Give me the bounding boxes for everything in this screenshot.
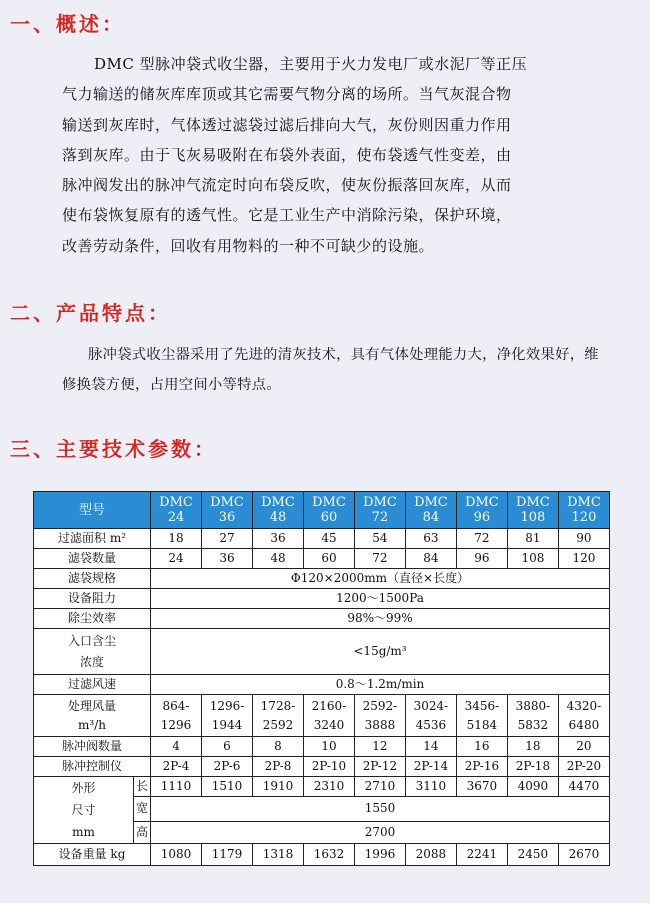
table-row <box>34 844 610 866</box>
range-high: 2592 <box>262 717 294 732</box>
table-row <box>34 609 610 629</box>
table-cell: 2241 <box>456 844 507 866</box>
table-cell: 2P-16 <box>456 757 507 777</box>
table-cell: 90 <box>558 529 609 549</box>
features-line: 修换袋方便，占用空间小等特点。 <box>62 377 281 394</box>
table-cell: 1996 <box>354 844 405 866</box>
model-size: 60 <box>320 510 338 525</box>
table-cell: 2P-10 <box>303 757 354 777</box>
table-cell: 27 <box>202 529 253 549</box>
bag-count-label: 滤袋数量 <box>34 549 151 569</box>
overview-line: 输送到灰库时，气体透过滤袋过滤后排向大气，灰份则因重力作用 <box>62 115 512 134</box>
range-high: 6480 <box>568 717 600 732</box>
table-row <box>34 675 610 695</box>
table-cell: 6 <box>202 737 253 757</box>
table-header-row <box>34 492 610 529</box>
table-cell: 4090 <box>507 777 558 797</box>
model-header <box>558 492 609 529</box>
table-cell: 1080 <box>151 844 202 866</box>
table-cell: 2450 <box>507 844 558 866</box>
inlet-dust-label-b: 浓度 <box>80 654 105 669</box>
table-cell: 36 <box>202 549 253 569</box>
height-value: 2700 <box>151 821 610 843</box>
bag-spec-value: Φ120×2000mm（直径×长度） <box>151 569 610 589</box>
model-prefix: DMC <box>261 495 295 510</box>
table-row <box>34 737 610 757</box>
table-cell <box>354 695 405 737</box>
range-low: 3024- <box>413 698 449 713</box>
table-cell: 96 <box>456 549 507 569</box>
dimensions-label <box>34 777 134 844</box>
table-cell: 3110 <box>405 777 456 797</box>
table-cell <box>507 695 558 737</box>
range-low: 3880- <box>515 698 551 713</box>
table-cell <box>303 695 354 737</box>
model-header <box>202 492 253 529</box>
table-cell: 1510 <box>202 777 253 797</box>
table-cell: 2670 <box>558 844 609 866</box>
parameter-table <box>33 491 610 866</box>
model-header <box>151 492 202 529</box>
table-cell: 10 <box>303 737 354 757</box>
model-prefix: DMC <box>159 495 193 510</box>
features-paragraph <box>62 340 599 401</box>
table-cell: 12 <box>354 737 405 757</box>
model-size: 108 <box>520 510 546 525</box>
table-cell: 3670 <box>456 777 507 797</box>
table-cell <box>202 695 253 737</box>
section-heading-features: 二、产品特点： <box>10 301 171 325</box>
table-cell: 20 <box>558 737 609 757</box>
overview-line: 使布袋恢复原有的透气性。它是工业生产中消除污染，保护环境， <box>62 206 512 225</box>
table-cell: 120 <box>558 549 609 569</box>
overview-line: DMC 型脉冲袋式收尘器，主要用于火力发电厂或水泥厂等正压 <box>94 55 528 73</box>
model-prefix: DMC <box>363 495 397 510</box>
table-cell: 54 <box>354 529 405 549</box>
section-heading-overview: 一、概述： <box>10 12 125 36</box>
model-size: 96 <box>473 510 491 525</box>
dimensions-label-b: 尺寸 <box>71 803 96 817</box>
model-prefix: DMC <box>210 495 244 510</box>
model-prefix: DMC <box>516 495 550 510</box>
table-cell: 2088 <box>405 844 456 866</box>
table-cell: 2P-18 <box>507 757 558 777</box>
table-cell: 108 <box>507 549 558 569</box>
table-cell: 45 <box>303 529 354 549</box>
table-cell: 24 <box>151 549 202 569</box>
controller-label: 脉冲控制仪 <box>34 757 151 777</box>
table-cell: 14 <box>405 737 456 757</box>
table-cell: 18 <box>507 737 558 757</box>
table-cell <box>151 695 202 737</box>
table-cell: 2P-20 <box>558 757 609 777</box>
range-high: 5184 <box>466 717 498 732</box>
height-label: 高 <box>134 821 151 843</box>
table-cell: 8 <box>252 737 303 757</box>
table-row <box>34 777 610 797</box>
efficiency-label: 除尘效率 <box>34 609 151 629</box>
table-cell: 60 <box>303 549 354 569</box>
overview-paragraph <box>62 49 527 261</box>
overview-line: 气力输送的储灰库库顶或其它需要气物分离的场所。当气灰混合物 <box>62 85 512 104</box>
range-low: 3456- <box>464 698 500 713</box>
inlet-dust-label <box>34 629 151 675</box>
bag-spec-label: 滤袋规格 <box>34 569 151 589</box>
table-cell: 84 <box>405 549 456 569</box>
table-cell: 63 <box>405 529 456 549</box>
range-high: 1296 <box>160 717 192 732</box>
valve-count-label: 脉冲阀数量 <box>34 737 151 757</box>
filter-speed-value: 0.8～1.2m/min <box>151 675 610 695</box>
efficiency-value: 98%～99% <box>151 609 610 629</box>
table-cell <box>252 695 303 737</box>
inlet-dust-label-a: 入口含尘 <box>68 633 117 648</box>
dimensions-label-a: 外形 <box>71 781 96 795</box>
model-header <box>405 492 456 529</box>
table-cell: 1632 <box>303 844 354 866</box>
table-cell: 2P-6 <box>202 757 253 777</box>
table-cell: 36 <box>252 529 303 549</box>
overview-line: 落到灰库。由于飞灰易吸附在布袋外表面，使布袋透气性变差，由 <box>62 145 512 164</box>
model-header <box>456 492 507 529</box>
model-header-label: 型号 <box>34 492 151 529</box>
table-cell: 81 <box>507 529 558 549</box>
resistance-value: 1200～1500Pa <box>151 589 610 609</box>
model-prefix: DMC <box>567 495 601 510</box>
range-high: 3888 <box>364 717 396 732</box>
model-prefix: DMC <box>465 495 499 510</box>
table-cell <box>456 695 507 737</box>
table-row <box>34 695 610 737</box>
table-cell: 1179 <box>202 844 253 866</box>
table-row <box>34 629 610 675</box>
filter-speed-label: 过滤风速 <box>34 675 151 695</box>
range-low: 2592- <box>362 698 398 713</box>
range-high: 3240 <box>313 717 345 732</box>
section-heading-parameters: 三、主要技术参数： <box>10 437 217 461</box>
table-cell: 2310 <box>303 777 354 797</box>
model-prefix: DMC <box>414 495 448 510</box>
range-low: 1728- <box>260 698 296 713</box>
table-cell: 48 <box>252 549 303 569</box>
range-high: 5832 <box>517 717 549 732</box>
model-size: 72 <box>371 510 389 525</box>
range-high: 1944 <box>211 717 243 732</box>
width-label: 宽 <box>134 797 151 821</box>
table-row <box>34 549 610 569</box>
width-value: 1550 <box>151 797 610 821</box>
model-size: 84 <box>422 510 440 525</box>
table-cell: 2P-12 <box>354 757 405 777</box>
table-cell: 2P-14 <box>405 757 456 777</box>
overview-line: 改善劳动条件，回收有用物料的一种不可缺少的设施。 <box>62 236 435 255</box>
model-size: 24 <box>167 510 185 525</box>
dimensions-unit: mm <box>72 825 95 839</box>
weight-label: 设备重量 kg <box>34 844 151 866</box>
range-low: 1296- <box>209 698 245 713</box>
table-row <box>34 529 610 549</box>
model-size: 36 <box>218 510 236 525</box>
range-low: 4320- <box>566 698 602 713</box>
table-cell: 4470 <box>558 777 609 797</box>
range-low: 2160- <box>311 698 347 713</box>
air-volume-label-a: 处理风量 <box>68 698 117 713</box>
table-cell: 1910 <box>252 777 303 797</box>
table-cell: 1110 <box>151 777 202 797</box>
model-header <box>252 492 303 529</box>
model-header <box>354 492 405 529</box>
model-header <box>303 492 354 529</box>
model-size: 48 <box>269 510 287 525</box>
features-line: 脉冲袋式收尘器采用了先进的清灰技术，具有气体处理能力大，净化效果好，维 <box>88 347 599 363</box>
table-row <box>34 757 610 777</box>
table-cell: 4 <box>151 737 202 757</box>
table-cell: 18 <box>151 529 202 549</box>
table-cell: 72 <box>354 549 405 569</box>
model-header <box>507 492 558 529</box>
air-volume-unit: m³/h <box>78 717 106 732</box>
overview-line: 脉冲阀发出的脉冲气流定时向布袋反吹，使灰份振落回灰库，从而 <box>62 176 512 195</box>
model-size: 120 <box>571 510 597 525</box>
table-cell: 16 <box>456 737 507 757</box>
resistance-label: 设备阻力 <box>34 589 151 609</box>
air-volume-label <box>34 695 151 737</box>
range-low: 864- <box>162 698 190 713</box>
table-row <box>34 569 610 589</box>
table-cell: 72 <box>456 529 507 549</box>
filter-area-label: 过滤面积 m² <box>34 529 151 549</box>
length-label: 长 <box>134 777 151 797</box>
range-high: 4536 <box>415 717 447 732</box>
table-cell: 1318 <box>252 844 303 866</box>
table-cell: 2P-8 <box>252 757 303 777</box>
table-cell: 2710 <box>354 777 405 797</box>
table-row <box>34 589 610 609</box>
table-cell <box>405 695 456 737</box>
table-cell: 2P-4 <box>151 757 202 777</box>
inlet-dust-value: <15g/m³ <box>151 629 610 675</box>
model-prefix: DMC <box>312 495 346 510</box>
table-cell <box>558 695 609 737</box>
